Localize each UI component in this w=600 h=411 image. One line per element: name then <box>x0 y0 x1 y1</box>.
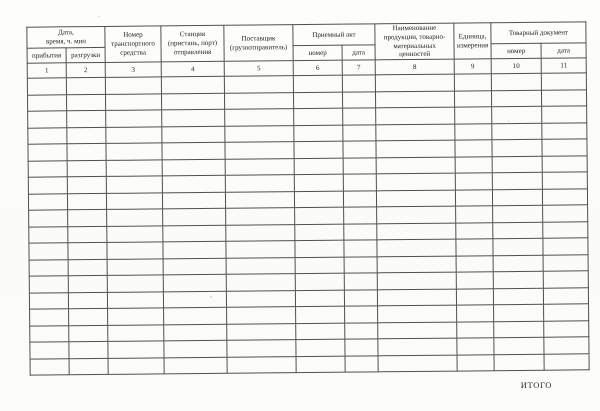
empty-cell <box>457 305 494 322</box>
column-number-cell: 5 <box>224 61 293 77</box>
empty-cell <box>342 75 375 92</box>
empty-cell <box>456 222 493 239</box>
empty-cell <box>226 290 295 307</box>
empty-cell <box>67 127 106 144</box>
empty-cell <box>343 157 376 174</box>
column-number-cell: 1 <box>27 63 66 78</box>
empty-cell <box>105 77 161 94</box>
empty-cell <box>163 291 226 308</box>
empty-cell <box>107 225 163 242</box>
empty-cell <box>377 206 456 223</box>
empty-cell <box>491 73 541 90</box>
empty-cell <box>225 125 294 142</box>
empty-cell <box>106 176 162 193</box>
empty-cell <box>376 157 455 174</box>
column-number-cell: 6 <box>293 60 342 75</box>
empty-cell <box>224 76 293 93</box>
empty-cell <box>67 110 106 127</box>
empty-cell <box>542 188 587 205</box>
empty-cell <box>342 91 375 108</box>
empty-cell <box>543 221 588 238</box>
empty-cell <box>296 339 345 356</box>
empty-cell <box>376 124 455 141</box>
empty-cell <box>69 308 108 325</box>
empty-cell <box>378 322 457 339</box>
empty-cell <box>378 355 457 372</box>
empty-cell <box>67 193 106 210</box>
empty-cell <box>492 172 542 189</box>
empty-cell <box>225 142 294 159</box>
empty-cell <box>376 173 455 190</box>
empty-cell <box>294 191 343 208</box>
empty-cell <box>378 305 457 322</box>
empty-cell <box>294 125 343 142</box>
empty-cell <box>28 111 67 128</box>
column-number-cell: 8 <box>375 59 454 75</box>
empty-cell <box>542 155 587 172</box>
empty-cell <box>543 287 588 304</box>
empty-cell <box>163 225 226 242</box>
empty-cell <box>227 307 296 324</box>
empty-cell <box>296 356 345 373</box>
empty-cell <box>542 106 587 123</box>
empty-cell <box>457 354 494 371</box>
empty-cell <box>345 355 378 372</box>
empty-cell <box>69 358 108 375</box>
empty-cell <box>163 258 226 275</box>
empty-cell <box>494 304 544 321</box>
empty-cell <box>68 292 107 309</box>
empty-cell <box>225 109 294 126</box>
empty-cell <box>107 275 163 292</box>
empty-cell <box>227 340 296 357</box>
empty-cell <box>492 139 542 156</box>
empty-cell <box>67 143 106 160</box>
empty-cell <box>164 307 227 324</box>
header-doc-number: номер <box>491 43 541 58</box>
empty-cell <box>29 243 68 260</box>
header-supplier: Поставщик (грузоотправитель) <box>224 25 293 62</box>
empty-cell <box>494 337 544 354</box>
empty-cell <box>343 108 376 125</box>
empty-cell <box>493 271 543 288</box>
column-number-cell: 2 <box>66 62 105 77</box>
empty-cell <box>68 209 107 226</box>
empty-cell <box>376 140 455 157</box>
empty-cell <box>107 291 163 308</box>
empty-cell <box>543 205 588 222</box>
table-header <box>27 22 587 78</box>
empty-cell <box>344 256 377 273</box>
empty-cell <box>455 189 492 206</box>
empty-cell <box>456 239 493 256</box>
column-number-cell: 4 <box>161 61 224 77</box>
empty-cell <box>295 224 344 241</box>
empty-cell <box>343 141 376 158</box>
empty-cell <box>377 239 456 256</box>
empty-cell <box>226 274 295 291</box>
empty-cell <box>226 257 295 274</box>
empty-cell <box>162 159 225 176</box>
empty-cell <box>343 124 376 141</box>
empty-cell <box>162 93 225 110</box>
empty-cell <box>544 304 589 321</box>
empty-cell <box>542 172 587 189</box>
empty-cell <box>455 90 492 107</box>
empty-cell <box>296 323 345 340</box>
empty-cell <box>106 143 162 160</box>
empty-cell <box>345 322 378 339</box>
header-doc-date: дата <box>541 43 586 58</box>
empty-cell <box>456 206 493 223</box>
goods-register-table <box>26 21 589 375</box>
header-departure-station: Станция (пристань, порт) отправления <box>161 25 224 62</box>
paper-speck <box>210 296 212 298</box>
empty-cell <box>376 91 455 108</box>
empty-cell <box>108 341 164 358</box>
empty-cell <box>493 238 543 255</box>
form-table-wrapper <box>26 21 589 375</box>
empty-cell <box>164 357 227 374</box>
header-goods-doc-group: Товарный документ <box>491 22 586 44</box>
empty-cell <box>226 224 295 241</box>
empty-cell <box>376 107 455 124</box>
empty-cell <box>541 73 586 90</box>
empty-cell <box>162 126 225 143</box>
empty-cell <box>345 306 378 323</box>
header-act-date: дата <box>342 45 375 60</box>
empty-cell <box>107 258 163 275</box>
empty-cell <box>163 274 226 291</box>
empty-cell <box>66 94 105 111</box>
empty-cell <box>106 110 162 127</box>
empty-cell <box>161 76 224 93</box>
empty-cell <box>455 123 492 140</box>
empty-cell <box>295 257 344 274</box>
empty-cell <box>224 92 293 109</box>
empty-cell <box>454 74 491 91</box>
paper-speck <box>508 120 509 122</box>
empty-cell <box>28 160 67 177</box>
empty-cell <box>225 158 294 175</box>
empty-cell <box>294 174 343 191</box>
empty-cell <box>293 75 342 92</box>
empty-cell <box>27 78 66 95</box>
empty-cell <box>69 341 108 358</box>
empty-cell <box>377 289 456 306</box>
empty-cell <box>295 273 344 290</box>
empty-cell <box>377 223 456 240</box>
empty-cell <box>107 242 163 259</box>
empty-cell <box>225 191 294 208</box>
empty-cell <box>293 92 342 109</box>
column-number-cell: 11 <box>541 58 586 73</box>
empty-cell <box>456 255 493 272</box>
empty-cell <box>163 241 226 258</box>
empty-cell <box>542 122 587 139</box>
empty-cell <box>543 271 588 288</box>
empty-cell <box>493 255 543 272</box>
empty-cell <box>345 339 378 356</box>
empty-cell <box>162 175 225 192</box>
itogo-label: ИТОГО <box>520 380 552 390</box>
empty-cell <box>29 226 68 243</box>
empty-cell <box>455 107 492 124</box>
empty-cell <box>344 223 377 240</box>
header-vehicle-number: Номер транспортного средства <box>105 26 161 63</box>
empty-cell <box>295 207 344 224</box>
empty-cell <box>27 94 66 111</box>
empty-cell <box>108 308 164 325</box>
empty-cell <box>107 209 163 226</box>
empty-cell <box>106 159 162 176</box>
header-arrival: прибытия <box>27 48 66 63</box>
empty-cell <box>28 144 67 161</box>
empty-cell <box>492 106 542 123</box>
empty-cell <box>344 289 377 306</box>
empty-cell <box>377 256 456 273</box>
empty-cell <box>344 240 377 257</box>
header-acceptance-act-group: Приемный акт <box>293 24 375 46</box>
column-number-cell: 9 <box>454 59 491 74</box>
empty-cell <box>164 324 227 341</box>
empty-cell <box>457 338 494 355</box>
empty-cell <box>544 320 589 337</box>
empty-cell <box>295 290 344 307</box>
empty-cell <box>67 176 106 193</box>
empty-cell <box>455 156 492 173</box>
empty-cell <box>296 306 345 323</box>
empty-cell <box>544 353 589 370</box>
empty-cell <box>66 77 105 94</box>
header-date-group: Дата, время, ч. мин <box>27 26 105 48</box>
empty-cell <box>69 325 108 342</box>
empty-cell <box>294 158 343 175</box>
empty-cell <box>378 338 457 355</box>
empty-cell <box>68 275 107 292</box>
empty-cell <box>28 193 67 210</box>
empty-cell <box>344 207 377 224</box>
empty-cell <box>68 259 107 276</box>
empty-cell <box>162 192 225 209</box>
empty-cell <box>106 126 162 143</box>
header-unit-of-measure: Единица, измерения <box>454 23 491 59</box>
empty-cell <box>106 192 162 209</box>
empty-cell <box>493 288 543 305</box>
empty-cell <box>68 242 107 259</box>
empty-cell <box>455 140 492 157</box>
empty-cell <box>225 175 294 192</box>
header-goods-name: Наименование продукции, товарно- материальных ценностей <box>375 23 454 60</box>
empty-cell <box>30 342 69 359</box>
empty-cell <box>544 337 589 354</box>
empty-cell <box>28 127 67 144</box>
empty-cell <box>492 156 542 173</box>
empty-cell <box>67 160 106 177</box>
column-number-cell: 3 <box>105 62 161 78</box>
header-act-number: номер <box>293 45 342 60</box>
empty-cell <box>456 272 493 289</box>
empty-cell <box>162 142 225 159</box>
empty-cell <box>227 356 296 373</box>
empty-cell <box>493 222 543 239</box>
paper-speck <box>98 16 100 17</box>
empty-cell <box>29 292 68 309</box>
empty-cell <box>492 189 542 206</box>
empty-cell <box>493 205 543 222</box>
empty-cell <box>344 273 377 290</box>
column-number-cell: 7 <box>342 60 375 75</box>
empty-cell <box>492 90 542 107</box>
empty-cell <box>30 309 69 326</box>
empty-cell <box>29 259 68 276</box>
empty-cell <box>295 240 344 257</box>
empty-cell <box>29 210 68 227</box>
empty-cell <box>294 141 343 158</box>
empty-cell <box>343 190 376 207</box>
empty-cell <box>30 325 69 342</box>
empty-cell <box>29 276 68 293</box>
empty-cell <box>377 272 456 289</box>
empty-cell <box>68 226 107 243</box>
table-body <box>27 73 589 375</box>
empty-cell <box>376 190 455 207</box>
empty-cell <box>28 177 67 194</box>
empty-cell <box>164 340 227 357</box>
empty-cell <box>543 238 588 255</box>
header-unloading: разгрузки <box>66 48 105 63</box>
empty-cell <box>375 74 454 91</box>
empty-cell <box>227 323 296 340</box>
empty-cell <box>163 208 226 225</box>
empty-cell <box>457 321 494 338</box>
empty-cell <box>541 89 586 106</box>
empty-cell <box>494 354 544 371</box>
empty-cell <box>542 139 587 156</box>
empty-cell <box>108 324 164 341</box>
column-number-cell: 10 <box>491 58 541 73</box>
empty-cell <box>226 241 295 258</box>
empty-cell <box>108 357 164 374</box>
empty-cell <box>492 123 542 140</box>
empty-cell <box>162 109 225 126</box>
empty-cell <box>226 208 295 225</box>
empty-cell <box>106 93 162 110</box>
empty-cell <box>343 174 376 191</box>
empty-cell <box>543 254 588 271</box>
empty-cell <box>455 173 492 190</box>
empty-cell <box>494 321 544 338</box>
empty-cell <box>294 108 343 125</box>
empty-cell <box>456 288 493 305</box>
empty-cell <box>30 358 69 375</box>
